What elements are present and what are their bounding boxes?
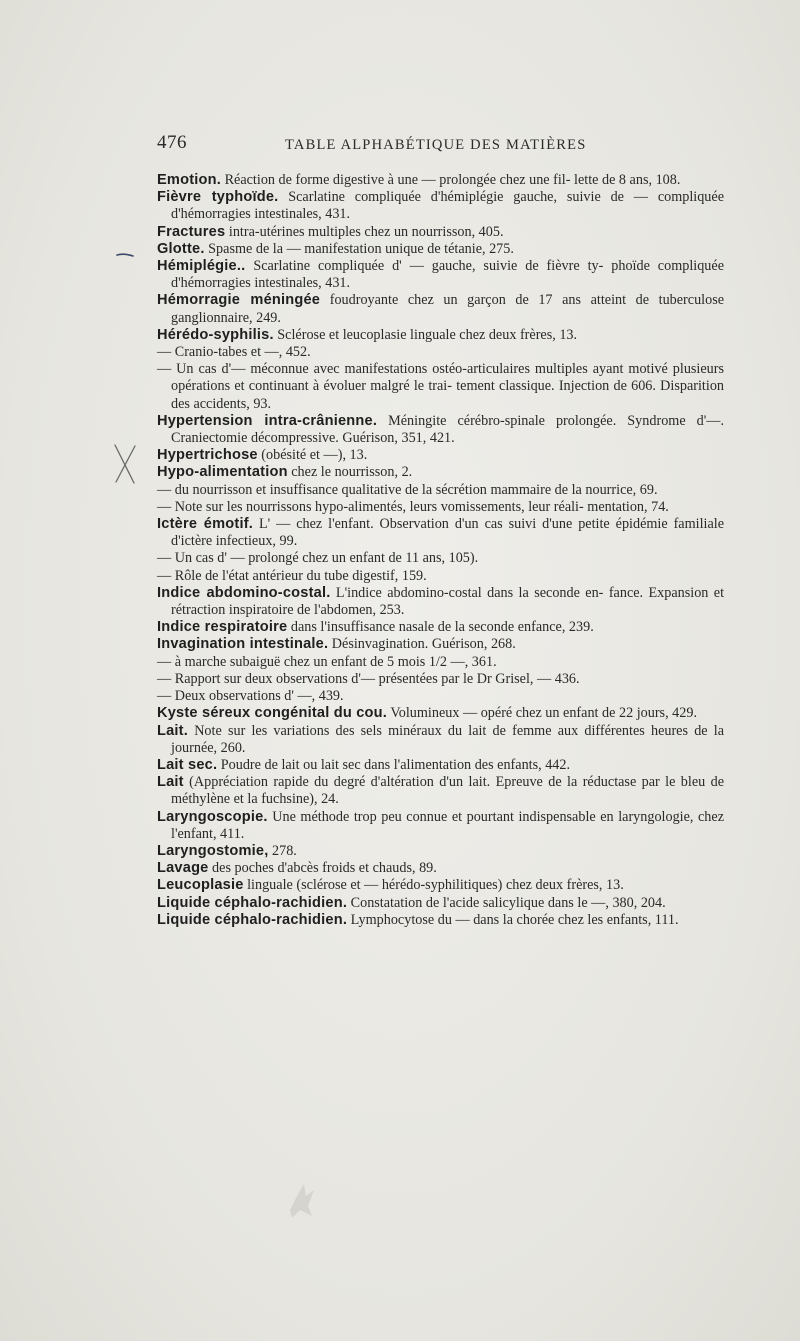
index-entry	[157, 723, 724, 757]
entry-heading: Leucoplasie	[157, 877, 244, 894]
entry-text-line: chez le nourrisson, 2.	[291, 464, 413, 481]
entry-text-line: Désinvagination. Guérison, 268.	[331, 636, 516, 653]
entry-text-line: mentation, 74.	[587, 498, 669, 515]
index-entry	[157, 809, 724, 843]
index-entry	[157, 482, 724, 499]
pencil-tick-mark	[116, 250, 134, 260]
entry-text-line: en laryngologie, chez l'enfant, 411.	[171, 808, 724, 842]
entry-text-line: Méningite cérébro-spinale prolongée.	[388, 412, 617, 429]
entry-text-line: Une méthode trop peu connue et pourtant indispensable	[272, 808, 596, 825]
index-entry	[157, 292, 724, 326]
entry-heading: Hypertension intra-crânienne.	[157, 412, 378, 429]
entry-text-line: foudroyante chez un garçon de 17 ans atteint	[329, 292, 627, 309]
entry-text-line: Scarlatine compliquée d'hémiplégie gauche, suivie de	[288, 189, 624, 206]
index-entry	[157, 705, 724, 722]
entry-text-line: de 22 jours, 429.	[602, 705, 698, 722]
entry-heading: Fièvre typhoïde.	[157, 189, 279, 206]
entry-text-line: — compliquée d'hémorragies intestinales, 431.	[171, 189, 724, 223]
index-entry	[157, 327, 724, 344]
entry-text-line: (obésité et —), 13.	[261, 447, 368, 464]
entry-text-line: réductase par le bleu de méthylène et la fuchsine), 24.	[171, 774, 725, 808]
entry-text-line: — du nourrisson et insuffisance qualitative de la sécrétion mammaire de	[157, 481, 569, 498]
entry-heading: Hémorragie méningée	[157, 292, 321, 309]
entry-text-line: (Appréciation rapide du degré d'altération d'un lait. Epreuve de la	[189, 774, 578, 791]
index-entry	[157, 912, 724, 929]
entry-text-line: — Note sur les nourrissons hypo-alimentés, leurs vomissements, leur réali-	[157, 498, 584, 515]
index-entry	[157, 344, 724, 361]
entry-text-line: épidémie familiale d'ictère infectieux, 99.	[171, 516, 724, 550]
entry-text-line: Note sur les variations des sels minéraux du lait de femme aux	[194, 722, 579, 739]
running-title: TABLE ALPHABÉTIQUE DES MATIÈRES	[285, 137, 587, 153]
index-entry	[157, 172, 724, 189]
index-entry	[157, 516, 724, 550]
entry-text-line: Scarlatine compliquée d' — gauche, suivie de fièvre ty-	[253, 258, 604, 275]
index-entry	[157, 843, 724, 860]
entry-heading: Liquide céphalo-rachidien.	[157, 894, 348, 911]
entry-heading: Liquide céphalo-rachidien.	[157, 911, 348, 928]
index-entry	[157, 636, 724, 653]
index-entry	[157, 585, 724, 619]
entry-heading: Hérédo-syphilis.	[157, 326, 274, 343]
entry-text-line: Lymphocytose du — dans la chorée chez	[350, 911, 584, 928]
entry-heading: Ictère émotif.	[157, 516, 254, 533]
index-entry	[157, 447, 724, 464]
entry-heading: Glotte.	[157, 240, 205, 257]
entry-heading: Lait sec.	[157, 756, 218, 773]
entry-text-line: dans l'insuffisance nasale de la seconde enfance, 239.	[290, 619, 594, 636]
index-entry	[157, 671, 724, 688]
entry-text-line: Syndrome d'—. Craniectomie décompressive. Guérison, 351, 421.	[171, 412, 725, 447]
entry-text-line: — Un cas d'— méconnue avec manifestations ostéo-articulaires multiples	[157, 361, 588, 378]
entry-text-line: — Deux observations d' —, 439.	[157, 688, 344, 705]
page-number: 476	[157, 132, 187, 153]
entry-text-line: Sclérose et leucoplasie linguale chez deux frères, 13.	[277, 326, 578, 343]
entry-heading: Indice respiratoire	[157, 619, 288, 636]
index-entry	[157, 550, 724, 567]
index-entry	[157, 224, 724, 241]
entry-text-line: Réaction de forme digestive à une — prolongée chez une fil-	[224, 172, 571, 188]
entry-text-line: — Rôle de l'état antérieur du tube digestif, 159.	[157, 567, 427, 584]
entry-heading: Lait	[157, 774, 184, 791]
entry-text-line: —, 380, 204.	[591, 894, 666, 911]
entry-heading: Fractures	[157, 223, 226, 240]
index-entry	[157, 774, 724, 808]
entry-text-line: ayant motivé plusieurs opérations et continuant à évoluer malgré le trai-	[171, 361, 725, 395]
entry-heading: Laryngoscopie.	[157, 808, 268, 825]
entry-heading: Indice abdomino-costal.	[157, 584, 331, 601]
entry-text-line: des poches d'abcès froids et chauds, 89.	[212, 860, 437, 877]
entry-text-line: phoïde compliquée d'hémorragies intestinales, 431.	[171, 258, 724, 292]
index-entry	[157, 189, 724, 223]
entry-text-line: Volumineux — opéré chez un enfant	[390, 705, 599, 722]
index-entry	[157, 413, 724, 447]
index-entry	[157, 464, 724, 481]
entry-text-line: — Rapport sur deux observations d'— présentées par le Dr Grisel, — 436.	[157, 670, 580, 687]
entry-heading: Kyste séreux congénital du cou.	[157, 705, 388, 722]
page-header	[157, 132, 597, 156]
entry-text-line: Poudre de lait ou lait sec dans l'alimentation des enfants, 442.	[220, 756, 571, 773]
entry-text-line: Spasme de la — manifestation unique de tétanie, 275.	[208, 240, 514, 257]
entry-heading: Invagination intestinale.	[157, 636, 329, 653]
index-entry	[157, 499, 724, 516]
entry-text-line: différentes heures de la journée, 260.	[171, 722, 725, 756]
entry-text-line: 278.	[272, 842, 297, 859]
index-entry	[157, 258, 724, 292]
index-entry	[157, 877, 724, 894]
entry-text-line: — Cranio-tabes et —, 452.	[157, 344, 311, 361]
index-entry	[157, 860, 724, 877]
entry-text-line: Constatation de l'acide salicylique dans le	[350, 894, 588, 911]
entry-text-line: — Un cas d' — prolongé chez un enfant de 11 ans, 105).	[157, 550, 479, 567]
entry-text-line: tement classique. Injection de 606. Disparition des accidents, 93.	[171, 378, 725, 412]
index-entry	[157, 688, 724, 705]
entry-text-line: L'indice abdomino-costal dans la seconde en-	[335, 584, 604, 601]
entry-text-line: frères, 13.	[566, 877, 624, 894]
entry-heading: Lait.	[157, 722, 188, 739]
index-entry	[157, 568, 724, 585]
index-entries	[157, 172, 724, 929]
entry-text-line: lette de 8 ans, 108.	[574, 172, 681, 188]
entry-heading: Emotion.	[157, 172, 222, 188]
entry-heading: Hypertrichose	[157, 447, 258, 464]
index-entry	[157, 619, 724, 636]
index-entry	[157, 241, 724, 258]
entry-heading: Hémiplégie..	[157, 258, 246, 275]
index-entry	[157, 895, 724, 912]
paper-stain	[284, 1180, 318, 1220]
index-entry	[157, 361, 724, 413]
index-entry	[157, 757, 724, 774]
entry-text-line: — à marche subaiguë chez un enfant de 5 mois 1/2 —, 361.	[157, 653, 497, 670]
entry-text-line: la nourrice, 69.	[571, 481, 658, 498]
entry-heading: Hypo-alimentation	[157, 464, 288, 481]
entry-text-line: fance. Expansion et rétraction inspiratoire de l'abdomen, 253.	[171, 584, 725, 619]
entry-text-line: de tuberculose ganglionnaire, 249.	[171, 292, 725, 326]
entry-text-line: intra-utérines multiples chez un nourrisson, 405.	[228, 223, 504, 240]
entry-text-line: linguale (sclérose et — hérédo-syphilitiques) chez deux	[247, 877, 564, 894]
entry-text-line: L' — chez l'enfant. Observation d'un cas suivi d'une petite	[258, 516, 610, 533]
pencil-cross-mark	[112, 443, 138, 485]
entry-text-line: les enfants, 111.	[587, 911, 679, 928]
index-entry	[157, 654, 724, 671]
entry-heading: Lavage	[157, 860, 209, 877]
entry-heading: Laryngostomie,	[157, 842, 269, 859]
